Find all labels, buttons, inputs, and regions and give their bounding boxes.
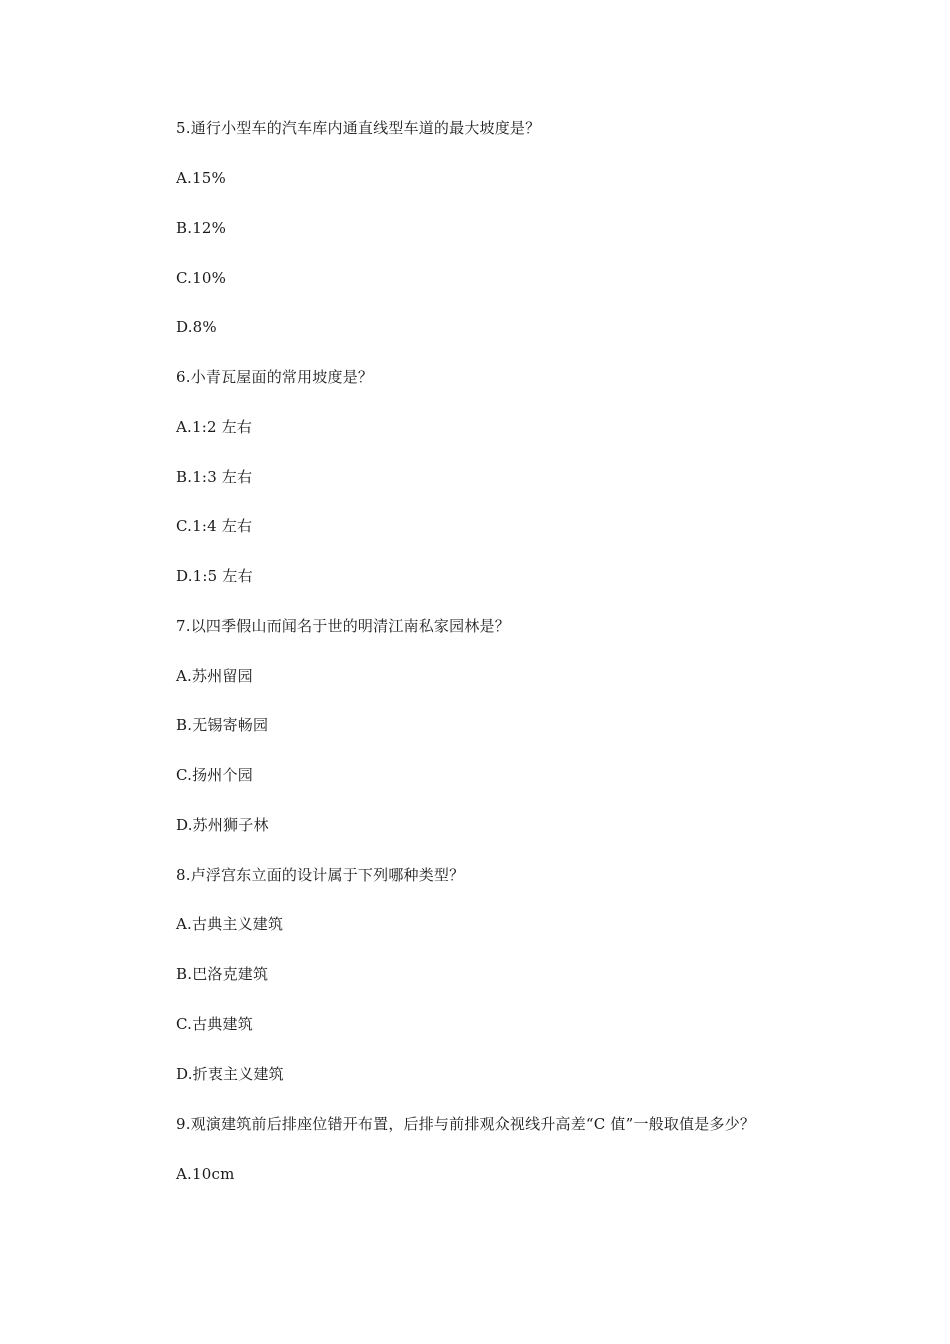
question-5-option-a: A.15% xyxy=(176,169,226,187)
question-7-option-b: B.无锡寄畅园 xyxy=(176,716,269,734)
question-8: 8.卢浮宫东立面的设计属于下列哪种类型？ xyxy=(176,866,465,884)
question-5: 5.通行小型车的汽车库内通直线型车道的最大坡度是？ xyxy=(176,119,541,137)
question-6-option-c: C.1:4 左右 xyxy=(176,517,253,535)
question-7-option-a: A.苏州留园 xyxy=(176,667,253,685)
question-7-option-d: D.苏州狮子林 xyxy=(176,816,269,834)
question-7: 7.以四季假山而闻名于世的明清江南私家园林是？ xyxy=(176,617,510,635)
question-6-option-a: A.1:2 左右 xyxy=(176,418,253,436)
question-6-option-b: B.1:3 左右 xyxy=(176,468,253,486)
question-5-option-c: C.10% xyxy=(176,269,227,287)
question-9-option-a: A.10cm xyxy=(176,1165,235,1183)
question-6-option-d: D.1:5 左右 xyxy=(176,567,253,585)
question-5-option-d: D.8% xyxy=(176,318,217,336)
question-8-option-b: B.巴洛克建筑 xyxy=(176,965,269,983)
question-9: 9.观演建筑前后排座位错开布置，后排与前排观众视线升高差“C 值”一般取值是多少？ xyxy=(176,1115,756,1133)
question-7-option-c: C.扬州个园 xyxy=(176,766,253,784)
question-8-option-c: C.古典建筑 xyxy=(176,1015,253,1033)
question-6: 6.小青瓦屋面的常用坡度是？ xyxy=(176,368,374,386)
question-5-option-b: B.12% xyxy=(176,219,227,237)
question-8-option-d: D.折衷主义建筑 xyxy=(176,1065,284,1083)
question-8-option-a: A.古典主义建筑 xyxy=(176,915,284,933)
